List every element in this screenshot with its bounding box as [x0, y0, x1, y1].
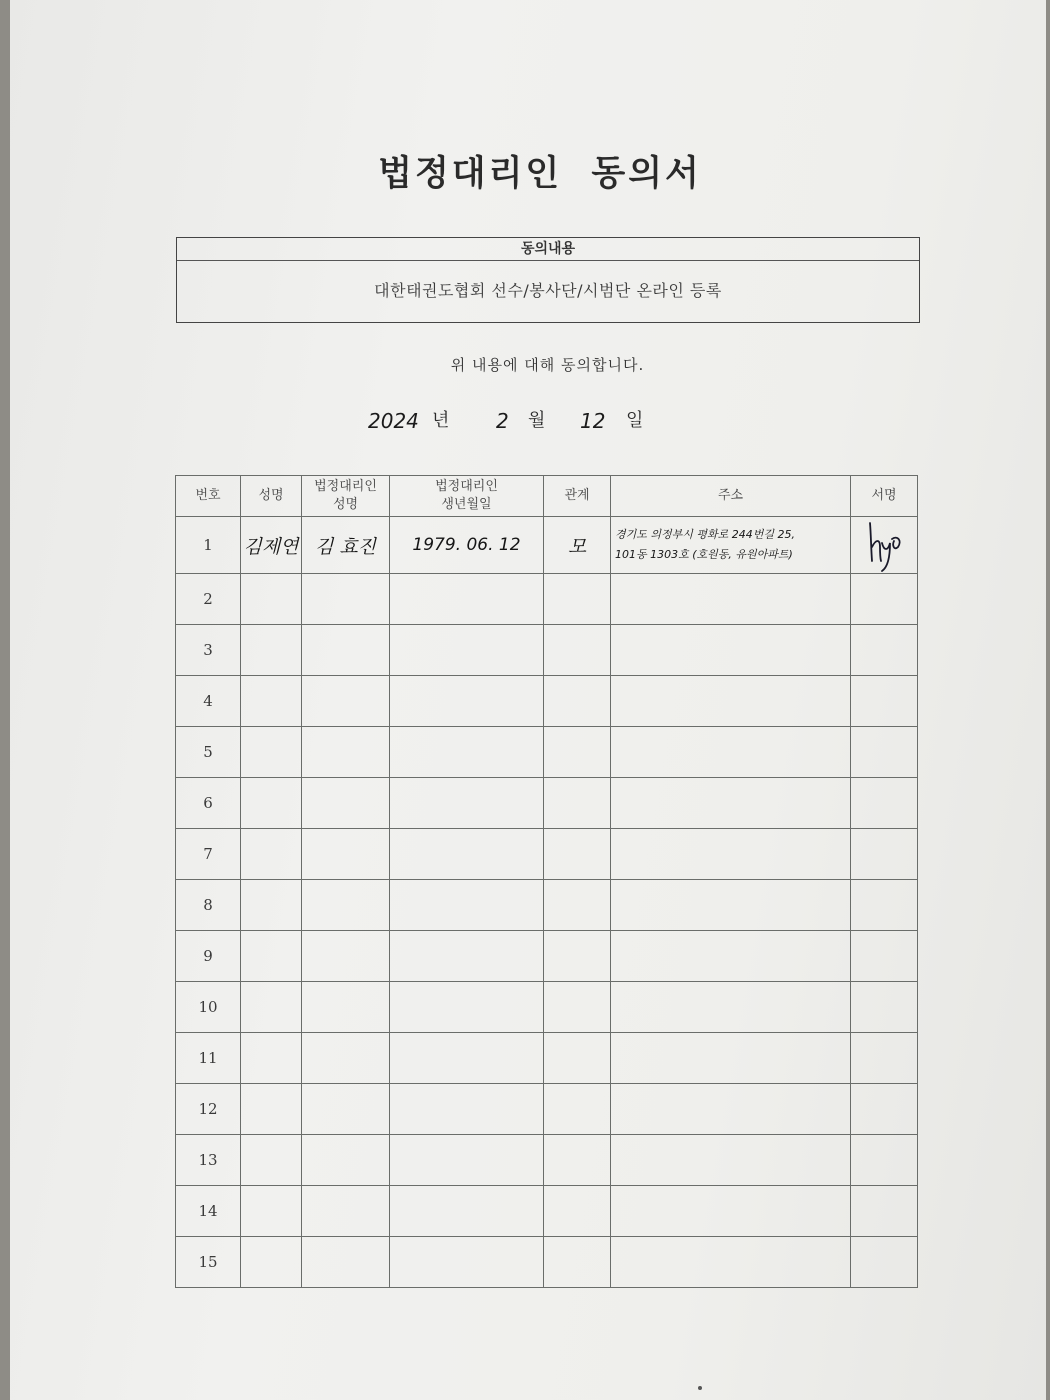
row-guardian-birth	[390, 1033, 544, 1084]
header-no: 번호	[176, 476, 241, 517]
date-day: 12	[580, 409, 606, 433]
row-guardian-name	[302, 574, 390, 625]
table-row	[176, 829, 918, 880]
header-signature: 서명	[851, 476, 918, 517]
row-address	[611, 880, 851, 931]
row-address	[611, 1186, 851, 1237]
table-row	[176, 1186, 918, 1237]
row-number: 10	[176, 982, 241, 1033]
row-address	[611, 1135, 851, 1186]
row-address	[611, 1237, 851, 1288]
row-guardian-name	[302, 625, 390, 676]
row-signature	[851, 829, 918, 880]
row-address	[611, 574, 851, 625]
row-signature	[851, 574, 918, 625]
row-name	[241, 982, 302, 1033]
row-guardian-birth: 1979. 06. 12	[390, 517, 544, 574]
row-address	[611, 931, 851, 982]
table-row	[176, 982, 918, 1033]
row-number: 9	[176, 931, 241, 982]
row-address-line2: 101동 1303호 (호원동, 유원아파트)	[615, 548, 793, 561]
row-guardian-name	[302, 676, 390, 727]
row-signature	[851, 1033, 918, 1084]
document-page	[10, 0, 1046, 1400]
header-address: 주소	[611, 476, 851, 517]
row-signature	[851, 676, 918, 727]
row-relation	[544, 1033, 611, 1084]
row-guardian-name: 김 효진	[302, 517, 390, 574]
header-guardian-name	[302, 476, 390, 517]
paper-speck	[698, 1386, 702, 1390]
row-number: 8	[176, 880, 241, 931]
row-guardian-birth	[390, 1186, 544, 1237]
consent-box	[176, 237, 920, 323]
row-address	[611, 829, 851, 880]
row-signature	[851, 1135, 918, 1186]
row-address	[611, 1084, 851, 1135]
row-signature	[851, 1237, 918, 1288]
row-guardian-name	[302, 1186, 390, 1237]
date-year: 2024	[368, 409, 419, 433]
table-row	[176, 1033, 918, 1084]
row-guardian-name	[302, 1033, 390, 1084]
row-number: 3	[176, 625, 241, 676]
table-row	[176, 1135, 918, 1186]
row-name	[241, 778, 302, 829]
table-row	[176, 727, 918, 778]
row-name	[241, 931, 302, 982]
row-relation	[544, 625, 611, 676]
table-row	[176, 517, 918, 574]
row-relation	[544, 982, 611, 1033]
row-number: 11	[176, 1033, 241, 1084]
row-number: 7	[176, 829, 241, 880]
row-name	[241, 1237, 302, 1288]
row-name	[241, 574, 302, 625]
row-guardian-birth	[390, 931, 544, 982]
row-guardian-name	[302, 727, 390, 778]
row-name	[241, 880, 302, 931]
date-year-unit: 년	[432, 410, 450, 431]
row-number: 4	[176, 676, 241, 727]
row-name	[241, 1033, 302, 1084]
consent-heading: 동의내용	[177, 238, 919, 261]
row-address	[611, 625, 851, 676]
date-month-unit: 월	[528, 410, 546, 431]
row-guardian-name	[302, 880, 390, 931]
table-row	[176, 778, 918, 829]
date-month: 2	[496, 409, 509, 433]
row-address	[611, 982, 851, 1033]
document-title: 법정대리인 동의서	[378, 154, 702, 194]
row-guardian-birth	[390, 880, 544, 931]
row-signature	[851, 880, 918, 931]
table-row	[176, 574, 918, 625]
row-guardian-name	[302, 1135, 390, 1186]
agree-statement: 위 내용에 대해 동의합니다.	[450, 356, 645, 374]
row-signature	[851, 1084, 918, 1135]
registration-table	[175, 475, 918, 1288]
row-guardian-birth	[390, 829, 544, 880]
row-address-line1: 경기도 의정부시 평화로 244번길 25,	[615, 528, 795, 541]
row-address	[611, 1033, 851, 1084]
row-guardian-birth	[390, 982, 544, 1033]
row-guardian-name	[302, 931, 390, 982]
row-address	[611, 778, 851, 829]
row-name	[241, 829, 302, 880]
row-name	[241, 625, 302, 676]
row-guardian-birth	[390, 1084, 544, 1135]
handwritten-signature-icon	[862, 517, 906, 573]
table-row	[176, 625, 918, 676]
row-number: 15	[176, 1237, 241, 1288]
row-guardian-birth	[390, 778, 544, 829]
table-row	[176, 1237, 918, 1288]
row-name: 김제연	[241, 517, 302, 574]
row-signature	[851, 778, 918, 829]
row-name	[241, 1186, 302, 1237]
header-name: 성명	[241, 476, 302, 517]
row-relation	[544, 880, 611, 931]
row-relation	[544, 931, 611, 982]
row-guardian-birth	[390, 727, 544, 778]
header-guardian-birth	[390, 476, 544, 517]
row-number: 2	[176, 574, 241, 625]
row-address	[611, 727, 851, 778]
row-relation: 모	[544, 517, 611, 574]
row-guardian-birth	[390, 574, 544, 625]
row-guardian-birth	[390, 1135, 544, 1186]
row-relation	[544, 1186, 611, 1237]
row-relation	[544, 676, 611, 727]
row-name	[241, 676, 302, 727]
row-guardian-birth	[390, 625, 544, 676]
header-guardian-birth-line2: 생년월일	[441, 497, 492, 512]
date-line	[10, 406, 1050, 440]
row-name	[241, 1084, 302, 1135]
row-relation	[544, 1135, 611, 1186]
row-number: 6	[176, 778, 241, 829]
header-relation: 관계	[544, 476, 611, 517]
row-relation	[544, 778, 611, 829]
row-guardian-name	[302, 982, 390, 1033]
header-guardian-name-line2: 성명	[332, 497, 359, 512]
row-number: 1	[176, 517, 241, 574]
row-name	[241, 727, 302, 778]
row-signature	[851, 517, 918, 574]
row-guardian-name	[302, 829, 390, 880]
date-day-unit: 일	[626, 410, 644, 431]
table-row	[176, 880, 918, 931]
row-signature	[851, 1186, 918, 1237]
row-number: 5	[176, 727, 241, 778]
row-signature	[851, 625, 918, 676]
row-guardian-name	[302, 1084, 390, 1135]
row-address	[611, 517, 851, 574]
table-row	[176, 931, 918, 982]
row-signature	[851, 727, 918, 778]
row-relation	[544, 1084, 611, 1135]
row-address	[611, 676, 851, 727]
consent-body: 대한태권도협회 선수/봉사단/시범단 온라인 등록	[374, 281, 722, 300]
table-row	[176, 676, 918, 727]
row-number: 14	[176, 1186, 241, 1237]
row-guardian-birth	[390, 676, 544, 727]
row-signature	[851, 982, 918, 1033]
row-guardian-name	[302, 1237, 390, 1288]
row-relation	[544, 1237, 611, 1288]
row-name	[241, 1135, 302, 1186]
header-guardian-name-line1: 법정대리인	[314, 479, 377, 494]
row-number: 12	[176, 1084, 241, 1135]
row-number: 13	[176, 1135, 241, 1186]
row-signature	[851, 931, 918, 982]
table-row	[176, 1084, 918, 1135]
row-guardian-name	[302, 778, 390, 829]
row-relation	[544, 727, 611, 778]
row-relation	[544, 829, 611, 880]
table-header-row	[176, 476, 918, 517]
header-guardian-birth-line1: 법정대리인	[435, 479, 498, 494]
row-guardian-birth	[390, 1237, 544, 1288]
row-relation	[544, 574, 611, 625]
